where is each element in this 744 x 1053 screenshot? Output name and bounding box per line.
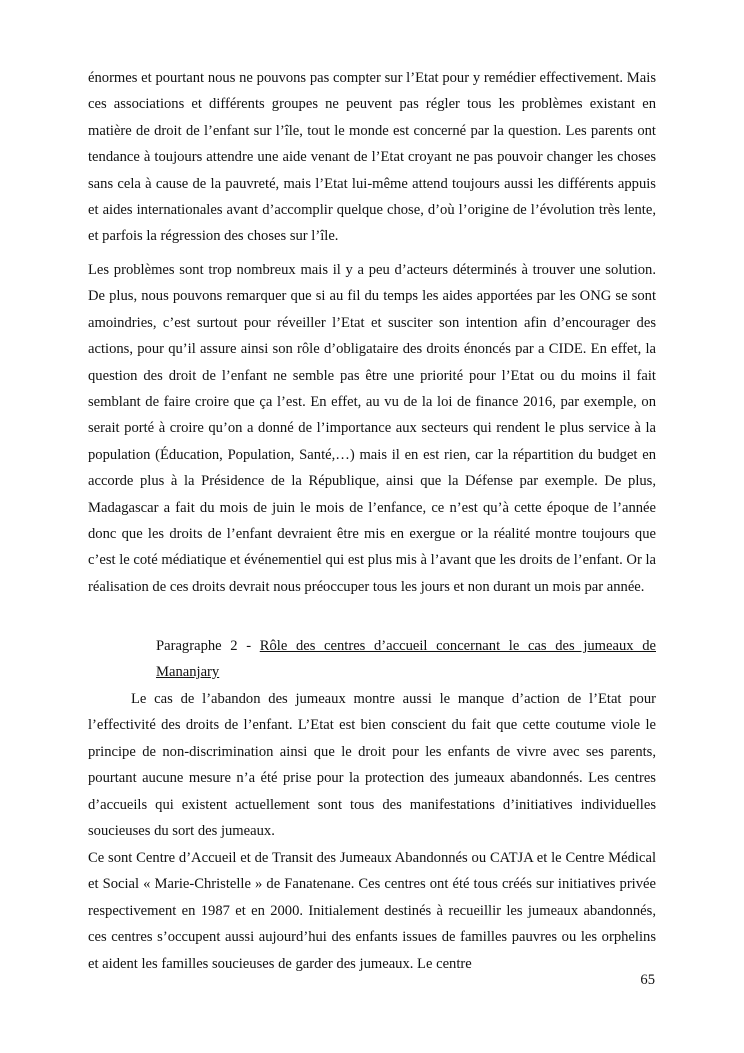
heading-title: Rôle des centres d’accueil concernant le cas des jumeaux de Mananjary [156,638,656,680]
heading-prefix: Paragraphe 2 - [156,638,260,654]
page-number: 65 [640,972,655,988]
paragraph-1: énormes et pourtant nous ne pouvons pas compter sur l’Etat pour y remédier effectivement. Mais ces associations et différents groupes ne peuvent pas régler tous les problèmes existant en matière de droit de l’enfant sur l’île, tout le monde est concerné par la question. Les parents ont tendance à toujours attendre une aide venant de l’Etat croyant ne pas pouvoir changer les choses sans cela à cause de la pauvreté, mais l’Etat lui-même attend toujours aussi les différents appuis et aides internationales avant d’accomplir quelque chose, d’où l’origine de l’évolution très lente, et parfois la régression des choses sur l’île. [88,70,656,245]
section-heading [156,633,656,685]
paragraph-3: Le cas de l’abandon des jumeaux montre aussi le manque d’action de l’Etat pour l’effectivité des droits de l’enfant. L’Etat est bien conscient du fait que cette coutume viole le principe de non-discrimination ainsi que le droit pour les enfants de vivre avec ses parents, pourtant aucune mesure n’a été prise pour la protection des jumeaux abandonnés. Les centres d’accueils qui existent actuellement sont tous des manifestations d’initiatives individuelles soucieuses du sort des jumeaux. [88,691,656,840]
paragraph-4: Ce sont Centre d’Accueil et de Transit des Jumeaux Abandonnés ou CATJA et le Centre Médical et Social « Marie-Christelle » de Fanatenane. Ces centres ont été tous créés sur initiatives privée respectivement en 1987 et en 2000. Initialement destinés à recueillir les jumeaux abandonnés, ces centres s’occupent aussi aujourd’hui des enfants issues de familles pauvres ou les orphelins et aident les familles soucieuses de garder des jumeaux. Le centre [88,850,656,972]
paragraph-2: Les problèmes sont trop nombreux mais il y a peu d’acteurs déterminés à trouver une solution. De plus, nous pouvons remarquer que si au fil du temps les aides apportées par les ONG se sont amoindries, c’est surtout pour réveiller l’Etat et susciter son intention afin d’encourager des actions, pour qu’il assure ainsi son rôle d’obligataire des droits énoncés par a CIDE. En effet, la question des droit de l’enfant ne semble pas être une priorité pour l’Etat ou du moins il fait semblant de faire croire que ça l’est. En effet, au vu de la loi de finance 2016, par exemple, on serait porté à croire qu’on a donné de l’importance aux secteurs qui rendent le plus service à la population (Éducation, Population, Santé,…) mais il en est rien, car la répartition du budget en accorde plus à la Présidence de la République, ainsi que la Défense par exemple. De plus, Madagascar a fait du mois de juin le mois de l’enfance, ce n’est qu’à cette époque de l’année donc que les droits de l’enfant devraient être mis en exergue or la réalité montre toujours que c’est le coté médiatique et événementiel qui est plus mis à l’avant que les droits de l’enfant. Or la réalisation de ces droits devrait nous préoccuper tous les jours et non durant un mois par année. [88,262,656,595]
